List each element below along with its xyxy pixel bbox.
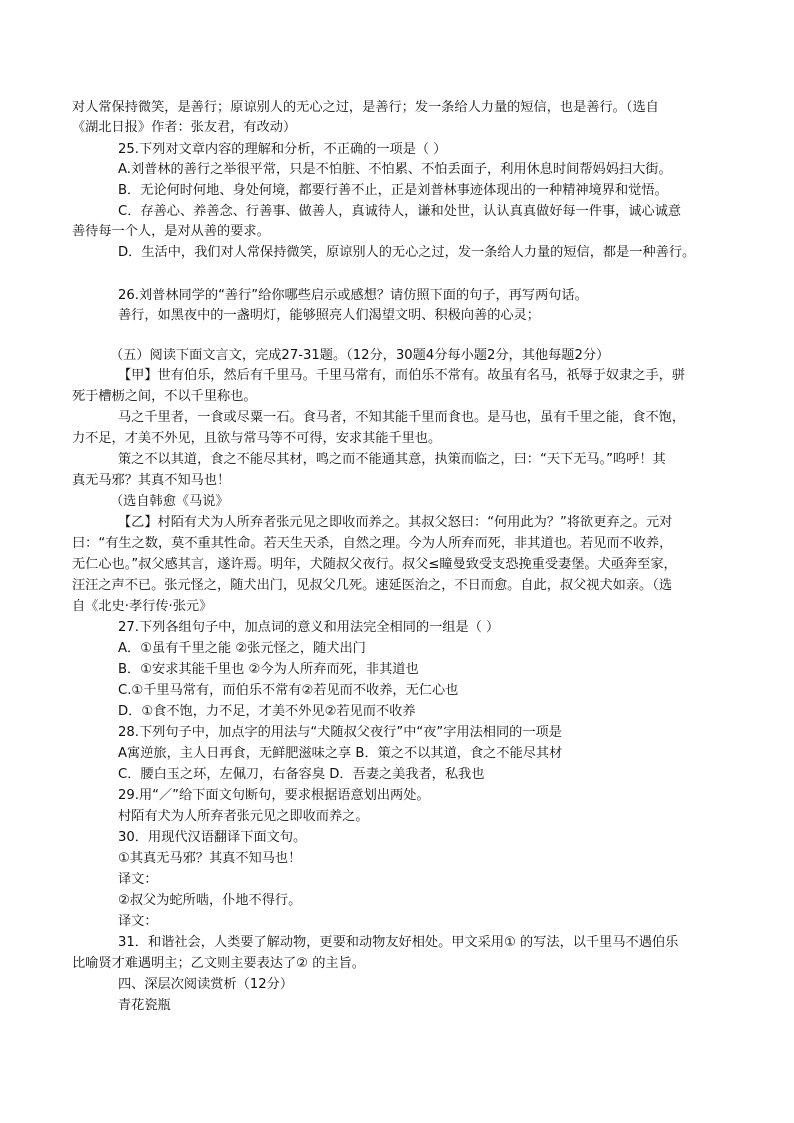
text-line: ①其真无马邪？其真不知马也！ [118,851,302,866]
text-line: 曰：“有生之数，莫不重其性命。若天生天杀，自然之理。今为人所弃而死，非其道也。若见而不收养， [72,536,673,551]
section-heading: （五）阅读下面文言文，完成27-31题。（12分，30题4分每小题2分，其他每题2分） [110,348,610,363]
text-line: 【乙】村陌有犬为人所弃者张元见之即收而养之。其叔父怒曰：“何用此为？”将欲更弃之。元对 [118,515,673,530]
text-line: 死于槽枥之间，不以千里称也。 [72,389,257,404]
question-27: 27.下列各组句子中，加点词的意义和用法完全相同的一组是（ ） [118,620,500,635]
text-line: 策之不以其道，食之不能尽其材，鸣之而不能通其意，执策而临之，曰：“天下无马。”呜呼！其 [118,452,666,467]
text-line: 比喻贤才难遇明主；乙文则主要表达了② 的主旨。 [72,956,365,971]
text-line: 对人常保持微笑，是善行；原谅别人的无心之过，是善行；发一条给人力量的短信，也是善行。（选自 [72,100,659,115]
option-b: B．①安求其能千里也 ②今为人所弃而死，非其道也 [118,662,419,677]
article-title: 青花瓷瓶 [118,998,171,1013]
question-31: 31．和谐社会，人类要了解动物，更要和动物友好相处。甲文采用① 的写法，以千里马不遇伯乐 [118,935,679,950]
option-d: D．生活中，我们对人常保持微笑，原谅别人的无心之过，发一条给人力量的短信，都是一种善行。 [118,245,696,260]
option-d: D．①食不饱，力不足，才美不外见②若见而不收养 [118,704,416,719]
option-a-b: A寓逆旅，主人日再食，无鲜肥滋味之享 B．策之不以其道，食之不能尽其材 [118,746,563,761]
option-c: C.①千里马常有，而伯乐不常有②若见而不收养，无仁心也 [118,683,459,698]
question-30: 30．用现代汉语翻译下面文句。 [118,830,307,845]
option-a: A.刘普林的善行之举很平常，只是不怕脏、不怕累、不怕丢面子，利用休息时间帮妈妈扫大街。 [118,162,672,177]
text-line: ②叔父为蛇所啮，仆地不得行。 [118,893,302,908]
text-line: 善行，如黑夜中的一盏明灯，能够照亮人们渴望文明、积极向善的心灵； [118,308,540,323]
section-heading: 四、深层次阅读赏析（12分） [118,977,294,992]
text-line: 真无马邪？其真不知马也！ [72,473,231,488]
option-c-d: C．腰白玉之环，左佩刀，右备容臭 D．吾妻之美我者，私我也 [118,767,485,782]
option-a: A．①虽有千里之能 ②张元怪之，随犬出门 [118,641,366,656]
text-line: 村陌有犬为人所弃者张元见之即收而养之。 [118,809,369,824]
text-line: 力不足，才美不外见，且欲与常马等不可得，安求其能千里也。 [72,431,442,446]
text-line: 《湖北日报》作者：张友君，有改动） [72,120,297,135]
translation-label: 译文： [118,914,158,929]
text-line: 【甲】世有伯乐，然后有千里马。千里马常有，而伯乐不常有。故虽有名马，祇辱于奴隶之手，骈 [118,368,686,383]
translation-label: 译文： [118,872,158,887]
question-26: 26.刘普林同学的“善行”给你哪些启示或感想？请仿照下面的句子，再写两句话。 [118,288,588,303]
question-28: 28.下列句子中，加点字的用法与“犬随叔父夜行”中“夜”字用法相同的一项是 [118,725,562,740]
source-citation: （选自韩愈《马说》 [110,494,229,509]
text-line: 无仁心也。”叔父感其言，遂许焉。明年，犬随叔父夜行。叔父≤瞳曼致受支恐挽重受妻堡。犬亟奔至家， [72,557,677,572]
question-29: 29.用“／”给下面文句断句，要求根据语意划出两处。 [118,788,430,803]
question-25: 25.下列对文章内容的理解和分析，不正确的一项是（ ） [118,142,447,157]
text-line: 汪汪之声不已。张元怪之，随犬出门，见叔父几死。速延医治之，不日而愈。自此，叔父视犬如亲。（选 [72,578,673,593]
source-citation: 自《北史·孝行传·张元》 [72,599,213,614]
option-b: B．无论何时何地、身处何境，都要行善不止，正是刘普林事迹体现出的一种精神境界和觉悟。 [118,183,668,198]
option-c: C．存善心、养善念、行善事、做善人，真诚待人，谦和处世，认认真真做好每一件事，诚心诚意 [118,204,682,219]
text-line: 马之千里者，一食或尽粟一石。食马者，不知其能千里而食也。是马也，虽有千里之能，食不饱， [118,410,686,425]
text-line: 善待每一个人，是对从善的要求。 [72,224,270,239]
